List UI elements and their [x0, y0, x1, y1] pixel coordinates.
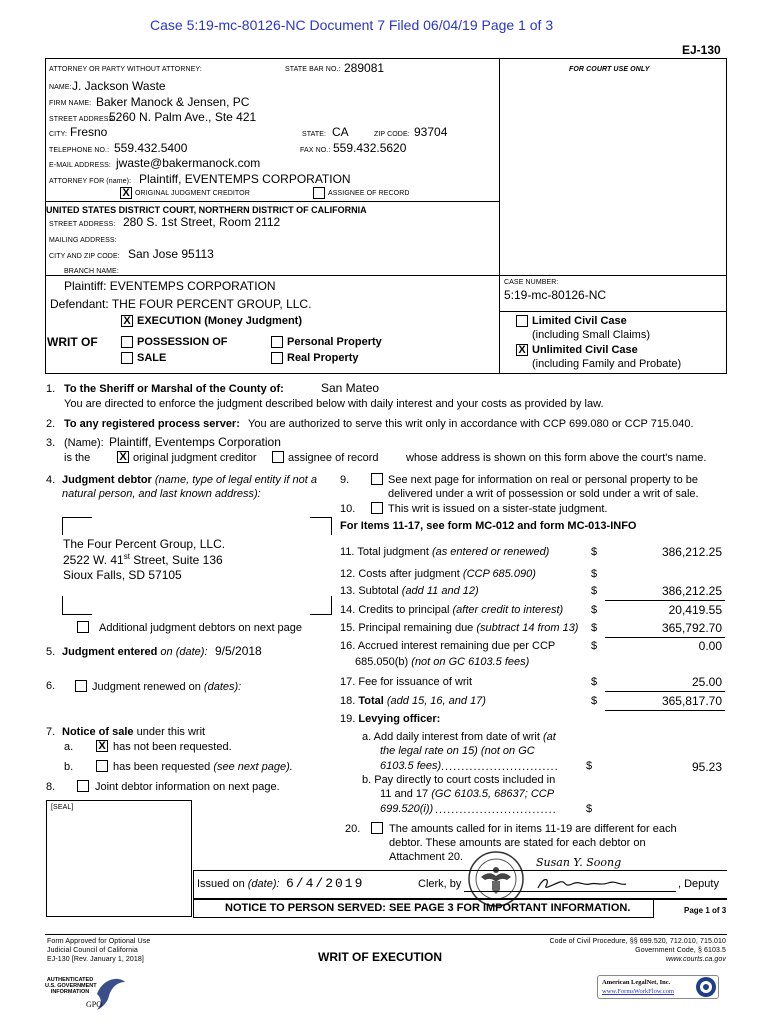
assignee-label: ASSIGNEE OF RECORD: [328, 190, 410, 197]
firm-label: FIRM NAME:: [49, 100, 92, 107]
item-11-label: 11. Total judgment: [340, 546, 429, 558]
telephone-label: TELEPHONE NO.:: [49, 147, 110, 154]
original-creditor-checkbox[interactable]: X: [120, 187, 132, 199]
item-18-value: 365,817.70: [661, 694, 722, 708]
state-label: STATE:: [302, 131, 327, 138]
unlimited-case-label: Unlimited Civil Case: [532, 344, 638, 356]
footer-url: www.courts.ca.gov: [665, 956, 726, 963]
attorney-for: Plaintiff, EVENTEMPS CORPORATION: [139, 172, 351, 186]
court-street: 280 S. 1st Street, Room 2112: [123, 215, 281, 229]
footer-approved: Form Approved for Optional Use: [47, 938, 151, 945]
clerk-label: Clerk, by: [418, 878, 462, 890]
county: San Mateo: [321, 381, 380, 395]
sale-checkbox[interactable]: [121, 352, 133, 364]
item-9-text: See next page for information on real or personal property to be: [388, 474, 699, 486]
mailing-label: MAILING ADDRESS:: [49, 237, 117, 244]
assignee-checkbox[interactable]: [313, 187, 325, 199]
attorney-name: J. Jackson Waste: [72, 79, 166, 93]
item-20-checkbox[interactable]: [371, 822, 383, 834]
item-4-label: Judgment debtor: [62, 474, 152, 486]
item-16-value: 0.00: [698, 639, 722, 653]
item-17-label: 17. Fee for issuance of writ: [340, 676, 473, 688]
item-19a-value: 95.23: [691, 760, 722, 774]
item-2-label: To any registered process server:: [64, 418, 240, 430]
original-judgment-creditor-checkbox[interactable]: X: [117, 451, 129, 463]
debtor-name: The Four Percent Group, LLC.: [63, 537, 226, 551]
state-bar-label: STATE BAR NO.:: [285, 66, 341, 73]
court-cityzip: San Jose 95113: [128, 247, 214, 261]
personal-property-label: Personal Property: [287, 336, 382, 348]
gpo-logo: AUTHENTICATED U.S. GOVERNMENT INFORMATION: [45, 977, 97, 995]
footer-ccp: Code of Civil Procedure, §§ 699.520, 712.010, 715.010: [549, 938, 726, 945]
attorney-street: 5260 N. Palm Ave., Ste 421: [109, 110, 257, 124]
assignee-of-record-label: assignee of record: [288, 452, 379, 464]
joint-debtor-checkbox[interactable]: [77, 780, 89, 792]
item-15-label: 15. Principal remaining due: [340, 622, 474, 634]
case-number: 5:19-mc-80126-NC: [504, 288, 607, 302]
attorney-telephone: 559.432.5400: [114, 141, 188, 155]
legalnet-link[interactable]: www.FormsWorkFlow.com: [602, 988, 674, 995]
item-14-label: 14. Credits to principal: [340, 604, 450, 616]
item-4-hint: (name, type of legal entity if not a: [154, 474, 317, 486]
item-12-label: 12. Costs after judgment: [340, 568, 460, 580]
court-cityzip-label: CITY AND ZIP CODE:: [49, 253, 120, 260]
defendant: Defendant: THE FOUR PERCENT GROUP, LLC.: [50, 297, 312, 311]
attorney-state: CA: [332, 125, 349, 139]
sister-state-label: This writ is issued on a sister-state judgment.: [388, 503, 608, 515]
sale-requested-checkbox[interactable]: [96, 760, 108, 772]
item-3-tail: whose address is shown on this form above the court's name.: [406, 452, 707, 464]
item-6-label: Judgment renewed on: [92, 681, 201, 693]
item-15-value: 365,792.70: [661, 621, 722, 635]
item-9-number: 9.: [340, 474, 350, 486]
seal-box: [46, 800, 192, 917]
sister-state-checkbox[interactable]: [371, 502, 383, 514]
legalnet-logo-icon: [695, 976, 717, 998]
email-label: E-MAIL ADDRESS:: [49, 162, 111, 169]
attorney-fax: 559.432.5620: [333, 141, 407, 155]
item-7-number: 7.: [46, 726, 56, 738]
item-6-number: 6.: [46, 680, 56, 692]
item-11-value: 386,212.25: [661, 545, 722, 559]
attorney-zip: 93704: [414, 125, 448, 139]
execution-checkbox[interactable]: X: [121, 315, 133, 327]
branch-label: BRANCH NAME:: [64, 268, 119, 275]
limited-case-checkbox[interactable]: [516, 315, 528, 327]
item-3-isthe: is the: [64, 452, 91, 464]
firm-name: Baker Manock & Jensen, PC: [96, 95, 250, 109]
debtor-city: Sioux Falls, SD 57105: [63, 568, 182, 582]
issued-label: Issued on: [197, 878, 245, 890]
item-4-hint-2: natural person, and last known address):: [62, 488, 261, 500]
item-19-label: Levying officer:: [358, 713, 441, 725]
limited-case-sub: (including Small Claims): [532, 329, 650, 341]
item-7-label: Notice of sale: [62, 726, 134, 738]
real-property-checkbox[interactable]: [271, 352, 283, 364]
unlimited-case-sub: (including Family and Probate): [532, 358, 682, 370]
case-number-label: CASE NUMBER:: [504, 279, 559, 286]
item-5-number: 5.: [46, 646, 56, 658]
deputy-label: , Deputy: [678, 878, 719, 890]
joint-debtor-label: Joint debtor information on next page.: [95, 781, 280, 793]
item-8-number: 8.: [46, 781, 56, 793]
item-20-text: The amounts called for in items 11-19 are different for each: [389, 823, 677, 835]
original-judgment-creditor-label: original judgment creditor: [133, 452, 257, 464]
additional-debtors-label: Additional judgment debtors on next page: [99, 622, 303, 634]
footer-form-rev: EJ-130 [Rev. January 1, 2018]: [47, 956, 144, 963]
name-label: NAME:: [49, 84, 72, 91]
item-13-value: 386,212.25: [661, 584, 722, 598]
zip-label: ZIP CODE:: [374, 131, 410, 138]
plaintiff: Plaintiff: EVENTEMPS CORPORATION: [64, 279, 276, 293]
judgment-entered-date: 9/5/2018: [215, 644, 262, 658]
court-name: UNITED STATES DISTRICT COURT, NORTHERN DISTRICT OF CALIFORNIA: [46, 205, 367, 215]
item-5-label: Judgment entered: [62, 646, 158, 658]
original-creditor-label: ORIGINAL JUDGMENT CREDITOR: [135, 190, 250, 197]
execution-label: EXECUTION (Money Judgment): [137, 315, 303, 327]
item-1-number: 1.: [46, 383, 56, 395]
issued-date: 6/4/2019: [286, 876, 365, 891]
real-property-label: Real Property: [287, 352, 359, 364]
sale-requested-label: has been requested: [113, 761, 211, 773]
personal-property-checkbox[interactable]: [271, 336, 283, 348]
unlimited-case-checkbox[interactable]: X: [516, 344, 528, 356]
sale-not-requested-checkbox[interactable]: X: [96, 740, 108, 752]
seal-label: [SEAL]: [51, 804, 74, 811]
court-use-label: FOR COURT USE ONLY: [569, 66, 650, 73]
form-number: EJ-130: [682, 43, 721, 57]
debtor-street: 2522 W. 41st Street, Suite 136: [63, 552, 223, 567]
court-street-label: STREET ADDRESS:: [49, 221, 116, 228]
item-18-label: Total: [358, 695, 384, 707]
legalnet-name: American LegalNet, Inc.: [602, 979, 671, 986]
footer-council: Judicial Council of California: [47, 947, 138, 954]
city-label: CITY:: [49, 131, 68, 138]
item-3-label: (Name):: [64, 437, 104, 449]
footer-gov-code: Government Code, § 6103.5: [635, 947, 726, 954]
attorney-for-label: ATTORNEY FOR (name):: [49, 178, 132, 185]
writ-of-label: WRIT OF: [47, 335, 98, 349]
item-20-number: 20.: [345, 823, 361, 835]
item-2-number: 2.: [46, 418, 56, 430]
item-13-label: 13. Subtotal: [340, 585, 399, 597]
sale-label: SALE: [137, 352, 167, 364]
possession-checkbox[interactable]: [121, 336, 133, 348]
item-4-number: 4.: [46, 474, 56, 486]
item-10-number: 10.: [340, 503, 356, 515]
for-items-note: For Items 11-17, see form MC-012 and form MC-013-INFO: [340, 520, 637, 532]
signer-name: Susan Y. Soong: [536, 856, 622, 869]
attorney-city: Fresno: [70, 125, 108, 139]
attorney-email: jwaste@bakermanock.com: [116, 156, 261, 170]
item-9-checkbox[interactable]: [371, 473, 383, 485]
page-number: Page 1 of 3: [684, 906, 727, 915]
judgment-renewed-checkbox[interactable]: [75, 680, 87, 692]
item-1-label: To the Sheriff or Marshal of the County of:: [64, 383, 284, 395]
possession-label: POSSESSION OF: [137, 336, 228, 348]
item-14-value: 20,419.55: [668, 603, 722, 617]
item-1-sub: You are directed to enforce the judgment described below with daily interest and your costs as provided by law.: [64, 398, 604, 410]
limited-case-label: Limited Civil Case: [532, 315, 627, 327]
additional-debtors-checkbox[interactable]: [77, 621, 89, 633]
attorney-heading: ATTORNEY OR PARTY WITHOUT ATTORNEY:: [49, 66, 202, 73]
sale-not-requested-label: has not been requested.: [113, 741, 232, 753]
item-17-value: 25.00: [691, 675, 722, 689]
item-3-number: 3.: [46, 437, 56, 449]
state-bar-number: 289081: [344, 61, 385, 75]
clerk-signature-icon: [536, 874, 628, 894]
item-9-text-2: delivered under a writ of possession or sold under a writ of sale.: [388, 488, 699, 500]
item-2-text: You are authorized to serve this writ only in accordance with CCP 699.080 or CCP 715.040.: [248, 418, 694, 430]
notice-to-person-served: NOTICE TO PERSON SERVED: SEE PAGE 3 FOR IMPORTANT INFORMATION.: [225, 902, 631, 914]
item-16-label: 16. Accrued interest remaining due per CCP: [340, 640, 556, 652]
street-label: STREET ADDRESS:: [49, 116, 116, 123]
fax-label: FAX NO.:: [300, 147, 331, 154]
case-stamp: Case 5:19-mc-80126-NC Document 7 Filed 06/04/19 Page 1 of 3: [150, 17, 554, 33]
form-title: WRIT OF EXECUTION: [318, 950, 442, 964]
creditor-name: Plaintiff, Eventemps Corporation: [109, 435, 281, 449]
assignee-of-record-checkbox[interactable]: [272, 451, 284, 463]
